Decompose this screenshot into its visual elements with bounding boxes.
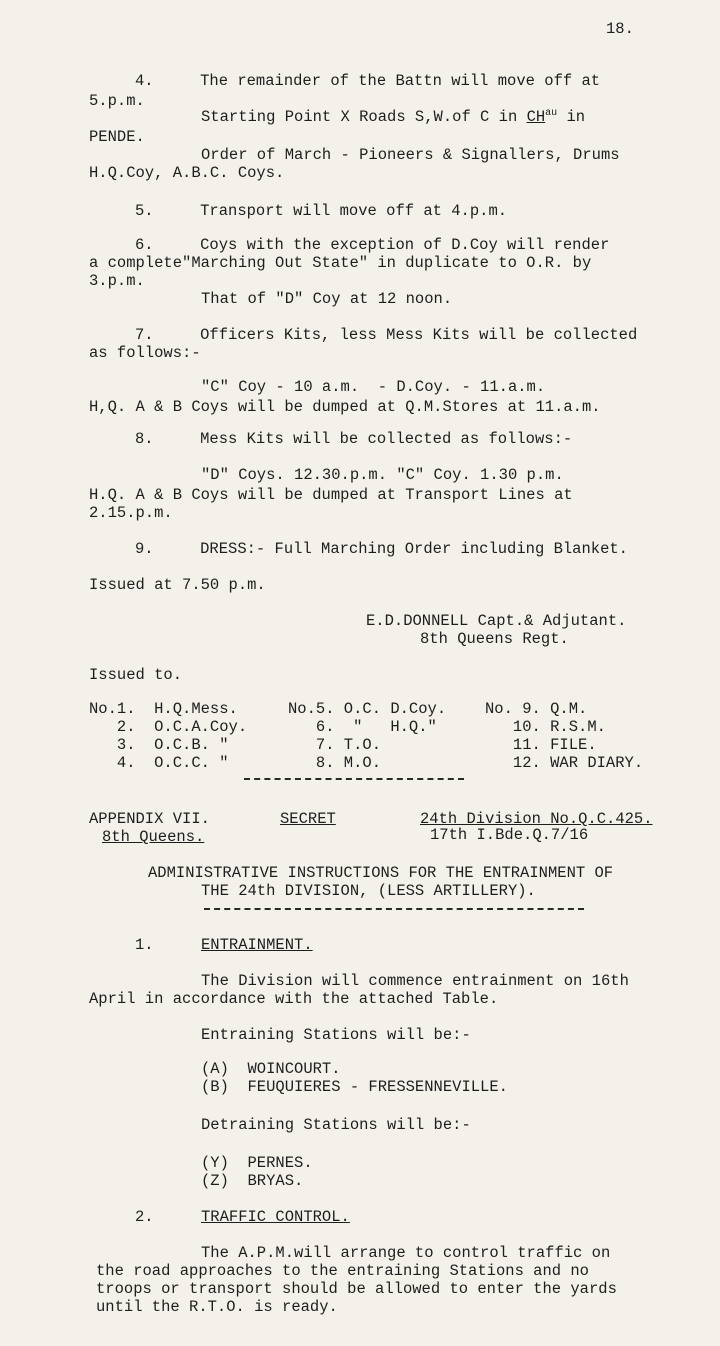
para-6-line-2: a complete"Marching Out State" in duplicate to O.R. by (89, 254, 592, 272)
entraining-station-a: (A) WOINCOURT. (201, 1060, 341, 1078)
regiment-label: 8th Queens. (102, 828, 205, 846)
section-1-para-line-2: April in accordance with the attached Table. (89, 990, 499, 1008)
para-8-line-4: 2.15.p.m. (89, 504, 173, 522)
section-2-para-line-1: The A.P.M.will arrange to control traffic on (201, 1244, 611, 1262)
detraining-label: Detraining Stations will be:- (201, 1116, 471, 1134)
distribution-1: No.1. H.Q.Mess. (89, 700, 238, 718)
section-2-para-line-2: the road approaches to the entraining Stations and no (96, 1262, 589, 1280)
para-4-line-4: PENDE. (89, 128, 145, 146)
para-4-line-5: Order of March - Pioneers & Signallers, Drums (201, 146, 620, 164)
distribution-4: 4. O.C.C. " (89, 754, 229, 772)
chateau-superscript: au (545, 108, 558, 119)
distribution-6: 6. " H.Q." (288, 718, 437, 736)
distribution-divider (244, 778, 464, 780)
para-7-line-2: as follows:- (89, 344, 201, 362)
entraining-station-b: (B) FEUQUIERES - FRESSENNEVILLE. (201, 1078, 508, 1096)
para-4-line-3 (201, 108, 585, 129)
section-2-para-line-3: troops or transport should be allowed to enter the yards (96, 1280, 617, 1298)
instructions-title-line-2: THE 24th DIVISION, (LESS ARTILLERY). (201, 882, 536, 900)
distribution-9: No. 9. Q.M. (485, 700, 588, 718)
section-2-number: 2. (135, 1208, 154, 1226)
entraining-label: Entraining Stations will be:- (201, 1026, 471, 1044)
section-2-heading: TRAFFIC CONTROL. (201, 1208, 350, 1226)
para-7-line-1: 7. Officers Kits, less Mess Kits will be collected (135, 326, 638, 344)
para-4-line-2: 5.p.m. (89, 92, 145, 110)
distribution-3: 3. O.C.B. " (89, 736, 229, 754)
issued-at: Issued at 7.50 p.m. (89, 576, 266, 594)
detraining-station-z: (Z) BRYAS. (201, 1172, 304, 1190)
para-6-line-4: That of "D" Coy at 12 noon. (201, 290, 453, 308)
para-4-line-6: H.Q.Coy, A.B.C. Coys. (89, 164, 285, 182)
brigade-reference: 17th I.Bde.Q.7/16 (430, 826, 589, 844)
issued-to-label: Issued to. (89, 666, 183, 684)
secret-label: SECRET (280, 810, 336, 828)
distribution-8: 8. M.O. (288, 754, 382, 772)
section-1-number: 1. (135, 936, 154, 954)
title-divider (204, 908, 584, 910)
appendix-label: APPENDIX VII. (89, 810, 210, 828)
para-6-line-1: 6. Coys with the exception of D.Coy will render (135, 236, 610, 254)
para-7-line-4: H,Q. A & B Coys will be dumped at Q.M.Stores at 11.a.m. (89, 398, 601, 416)
distribution-2: 2. O.C.A.Coy. (89, 718, 248, 736)
chateau-abbrev: CH (526, 108, 546, 126)
para-6-line-3: 3.p.m. (89, 272, 145, 290)
para-9-line-1: 9. DRESS:- Full Marching Order including Blanket. (135, 540, 628, 558)
starting-point-text: Starting Point X Roads S,W.of C in (201, 108, 527, 126)
para-5-line-1: 5. Transport will move off at 4.p.m. (135, 202, 508, 220)
distribution-5: No.5. O.C. D.Coy. (288, 700, 447, 718)
signature-line-2: 8th Queens Regt. (420, 630, 569, 648)
section-1-heading: ENTRAINMENT. (201, 936, 313, 954)
instructions-title-line-1: ADMINISTRATIVE INSTRUCTIONS FOR THE ENTRAINMENT OF (148, 864, 614, 882)
starting-point-in: in (557, 108, 586, 126)
division-reference: 24th Division No.Q.C.425. (420, 810, 653, 828)
distribution-7: 7. T.O. (288, 736, 382, 754)
detraining-station-y: (Y) PERNES. (201, 1154, 313, 1172)
page-number: 18. (606, 20, 634, 38)
section-2-para-line-4: until the R.T.O. is ready. (96, 1298, 338, 1316)
para-7-line-3: "C" Coy - 10 a.m. - D.Coy. - 11.a.m. (201, 378, 546, 396)
signature-line-1: E.D.DONNELL Capt.& Adjutant. (366, 612, 627, 630)
para-4-line-1: 4. The remainder of the Battn will move off at (135, 72, 601, 90)
section-1-para-line-1: The Division will commence entrainment on 16th (201, 972, 629, 990)
para-8-line-3: H.Q. A & B Coys will be dumped at Transport Lines at (89, 486, 573, 504)
distribution-12: 12. WAR DIARY. (485, 754, 644, 772)
para-8-line-2: "D" Coys. 12.30.p.m. "C" Coy. 1.30 p.m. (201, 466, 564, 484)
distribution-11: 11. FILE. (485, 736, 597, 754)
para-8-line-1: 8. Mess Kits will be collected as follows:- (135, 430, 573, 448)
distribution-10: 10. R.S.M. (485, 718, 606, 736)
